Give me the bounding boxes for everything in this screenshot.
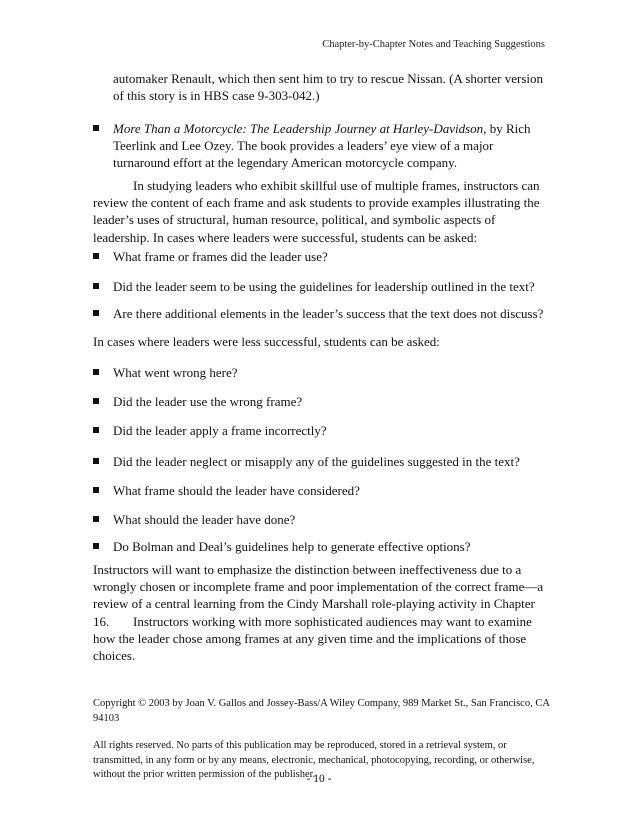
question-text: What frame should the leader have considered? <box>113 483 360 498</box>
bullet-square-icon <box>93 369 99 375</box>
question-text: Did the leader use the wrong frame? <box>113 394 303 409</box>
page-number: - 10 - <box>306 773 332 785</box>
studying-paragraph: In studying leaders who exhibit skillful use of multiple frames, instructors can review the content of each frame and ask students to provide examples illustrating the leader’s uses of structural, human resource, political, and symbolic aspects of leadership. In cases where leaders were successful, students can be asked: <box>93 178 540 245</box>
question-text: Did the leader neglect or misapply any of the guidelines suggested in the text? <box>113 454 520 469</box>
book-title: More Than a Motorcycle: The Leadership Journey at Harley-Davidson, <box>113 121 487 136</box>
question-text: What should the leader have done? <box>113 512 296 527</box>
closing-paragraph-1: Instructors will want to emphasize the distinction between ineffectiveness due to a wrongly chosen or incomplete frame and poor implementation of the correct frame—a review of a central learning from the Cindy Marshall role-playing activity in Chapter 16. <box>93 562 544 629</box>
closing-paragraph-2: Instructors working with more sophisticated audiences may want to examine how the leader chose among frames at any given time and the implications of those choices. <box>93 614 532 664</box>
footer-rights: All rights reserved. No parts of this publication may be reproduced, stored in a retrieval system, or transmitted, in any form or by any means, electronic, mechanical, photocopying, recording, or otherwise, without the prior written permission of the publisher. <box>93 740 535 780</box>
bullet-square-icon <box>93 516 99 522</box>
bullet-square-icon <box>93 125 99 131</box>
question-text: What frame or frames did the leader use? <box>113 249 328 264</box>
running-header: Chapter-by-Chapter Notes and Teaching Suggestions <box>322 39 545 50</box>
question-text: What went wrong here? <box>113 365 238 380</box>
intro-continuation: automaker Renault, which then sent him to try to rescue Nissan. (A shorter version of this story is in HBS case 9-303-042.) <box>113 71 543 104</box>
question-text: Did the leader apply a frame incorrectly? <box>113 423 327 438</box>
bullet-square-icon <box>93 427 99 433</box>
question-text: Do Bolman and Deal’s guidelines help to generate effective options? <box>113 539 471 554</box>
bullet-square-icon <box>93 458 99 464</box>
bullet-square-icon <box>93 253 99 259</box>
bullet-square-icon <box>93 487 99 493</box>
footer-copyright: Copyright © 2003 by Joan V. Gallos and Jossey-Bass/A Wiley Company, 989 Market St., San Francisco, CA 94103 <box>93 698 550 724</box>
bullet-square-icon <box>93 310 99 316</box>
book-bullet-text <box>113 120 553 172</box>
bullet-square-icon <box>93 283 99 289</box>
book-description: by Rich Teerlink and Lee Ozey. The book provides a leaders’ eye view of a major turnaround effort at the legendary American motorcycle company. <box>113 121 531 171</box>
less-successful-intro: In cases where leaders were less successful, students can be asked: <box>93 334 440 349</box>
bullet-square-icon <box>93 543 99 549</box>
question-text: Are there additional elements in the leader’s success that the text does not discuss? <box>113 306 544 321</box>
question-text: Did the leader seem to be using the guidelines for leadership outlined in the text? <box>113 279 535 294</box>
bullet-square-icon <box>93 398 99 404</box>
